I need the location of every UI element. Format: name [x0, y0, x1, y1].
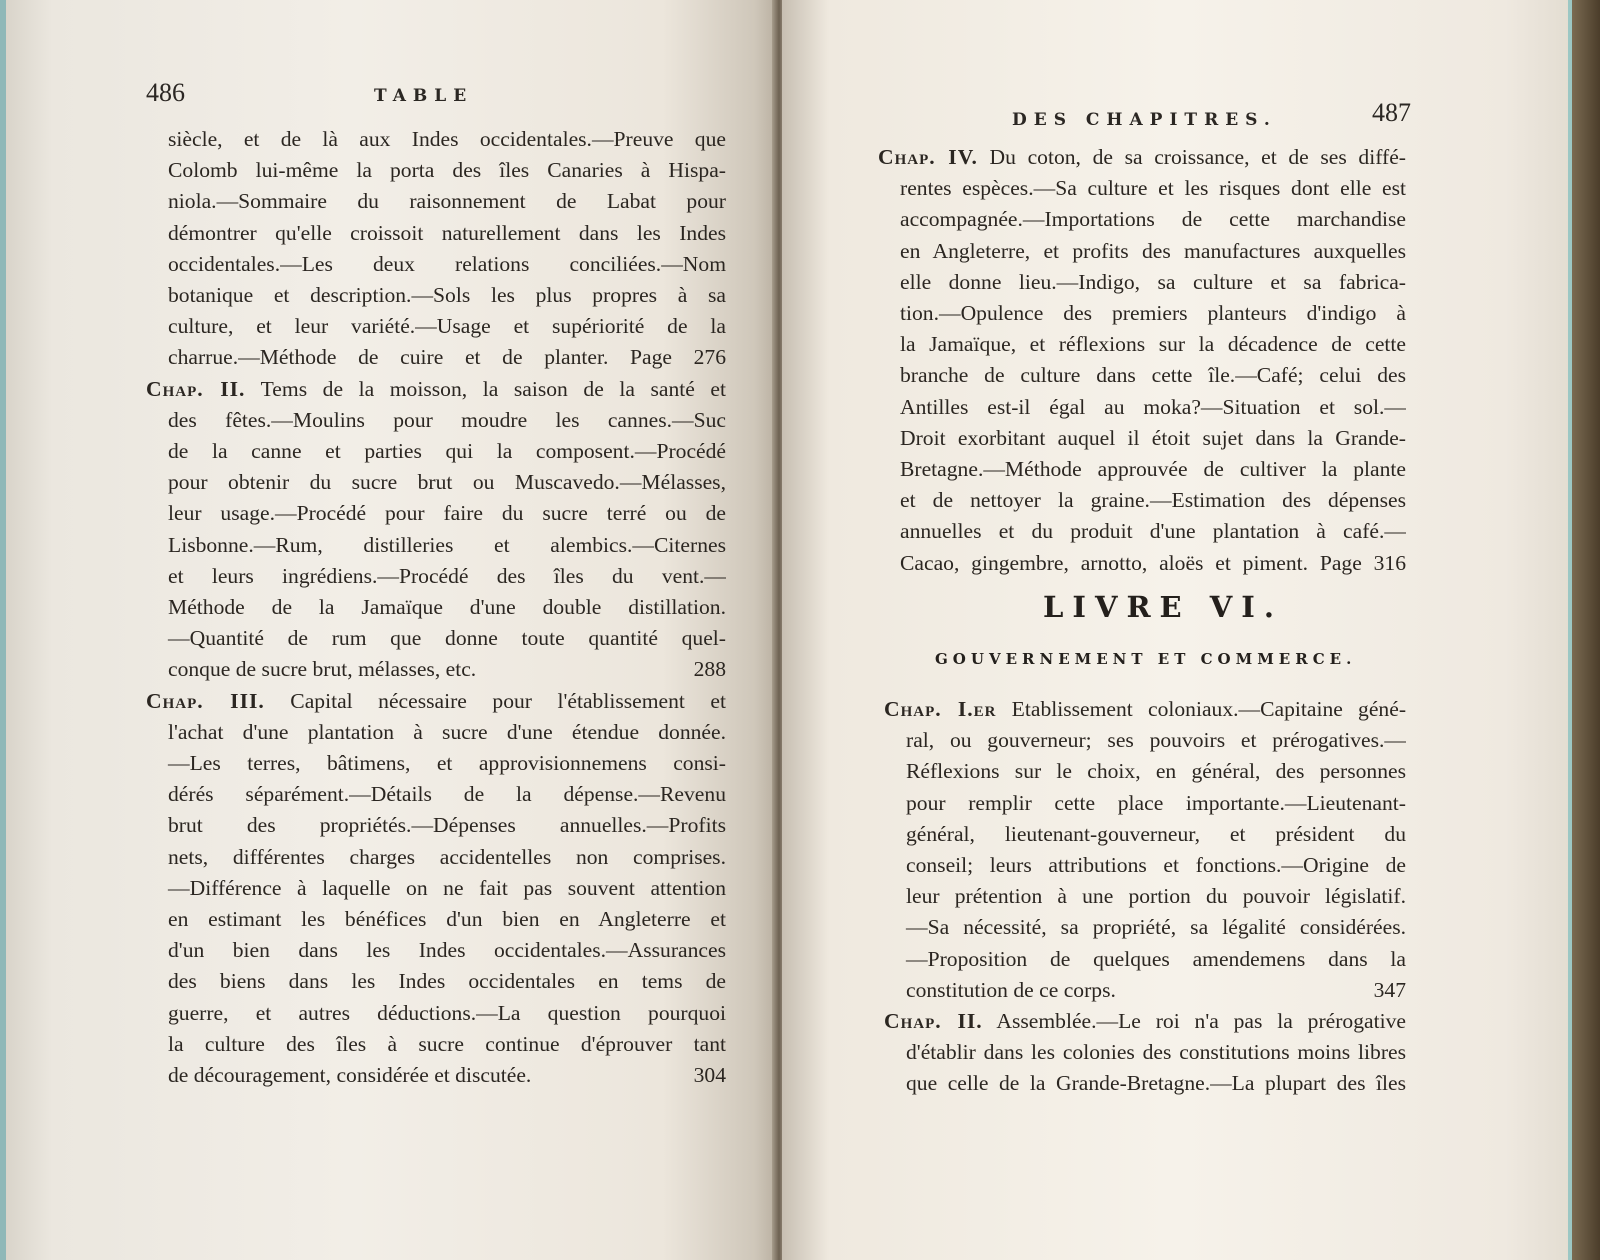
toc-line: botanique et description.—Sols les plus propres à sa [168, 283, 726, 308]
toc-line: Méthode de la Jamaïque d'une double distillation. [168, 595, 726, 620]
toc-line: général, lieutenant-gouverneur, et président du [906, 821, 1406, 846]
toc-entry-livre6-chap-1 [884, 694, 1406, 1006]
right-toc-text-bottom [884, 694, 1406, 1100]
toc-line: occidentales.—Les deux relations conciliées.—Nom [168, 251, 726, 276]
toc-line: accompagnée.—Importations de cette marchandise [900, 207, 1406, 232]
toc-line: en Angleterre, et profits des manufactures auxquelles [900, 238, 1406, 263]
toc-line: et leurs ingrédiens.—Procédé des îles du vent.— [168, 563, 726, 588]
right-toc-text-top [878, 142, 1406, 579]
toc-line: niola.—Sommaire du raisonnement de Labat pour [168, 189, 726, 214]
right-page-number: 487 [1372, 98, 1411, 127]
left-running-head: TABLE [374, 86, 474, 106]
left-toc-text [146, 124, 726, 1091]
toc-line: conque de sucre brut, mélasses, etc. [168, 657, 477, 682]
toc-entry-chap-4 [878, 142, 1406, 579]
toc-line: Lisbonne.—Rum, distilleries et alembics.—Citernes [168, 532, 726, 557]
book-six-subtitle: GOUVERNEMENT ET COMMERCE. [935, 650, 1357, 668]
toc-entry [146, 124, 726, 374]
toc-line: des biens dans les Indes occidentales en tems de [168, 969, 726, 994]
toc-line: constitution de ce corps. [906, 977, 1116, 1002]
toc-line: charrue.—Méthode de cuire et de planter. Page 276 [168, 345, 726, 370]
chapter-label: Chap. IV. [878, 145, 978, 169]
left-page [0, 0, 778, 1260]
toc-line: d'établir dans les colonies des constitutions moins libres [906, 1040, 1406, 1065]
toc-line: d'un bien dans les Indes occidentales.—Assurances [168, 938, 726, 963]
toc-line: Bretagne.—Méthode approuvée de cultiver la plante [900, 457, 1406, 482]
toc-line: démontrer qu'elle croissoit naturellement dans les Indes [168, 220, 726, 245]
toc-line: branche de culture dans cette île.—Café; celui des [900, 363, 1406, 388]
toc-line: la culture des îles à sucre continue d'éprouver tant [168, 1031, 726, 1056]
toc-line: leur prétention à une portion du pouvoir législatif. [906, 884, 1406, 909]
toc-entry-livre6-chap-2 [884, 1006, 1406, 1100]
toc-line: des fêtes.—Moulins pour moudre les cannes.—Suc [168, 407, 726, 432]
toc-line: Etablissement coloniaux.—Capitaine géné- [1011, 697, 1406, 721]
chapter-label: Chap. II. [884, 1009, 983, 1034]
toc-line: tion.—Opulence des premiers planteurs d'indigo à [900, 301, 1406, 326]
toc-line: Capital nécessaire pour l'établissement et [290, 688, 726, 713]
toc-line: —Sa nécessité, sa propriété, sa légalité considérées. [906, 915, 1406, 940]
toc-line: —Proposition de quelques amendemens dans la [906, 946, 1406, 971]
toc-entry-chap-3 [146, 686, 726, 1092]
toc-line: Cacao, gingembre, arnotto, aloës et piment. Page 316 [900, 550, 1406, 575]
toc-line: brut des propriétés.—Dépenses annuelles.—Profits [168, 813, 726, 838]
book-six-title: LIVRE VI. [1043, 590, 1283, 624]
toc-line: Tems de la moisson, la saison de la santé et [260, 376, 726, 401]
toc-line: que celle de la Grande-Bretagne.—La plupart des îles [906, 1071, 1406, 1096]
toc-line: Assemblée.—Le roi n'a pas la prérogative [996, 1009, 1406, 1034]
toc-line: annuelles et du produit d'une plantation à café.— [900, 519, 1406, 544]
toc-line: elle donne lieu.—Indigo, sa culture et sa fabrica- [900, 269, 1406, 294]
chapter-label: Chap. I.er [884, 697, 997, 721]
right-running-head: DES CHAPITRES. [1012, 110, 1277, 130]
toc-entry-chap-2 [146, 374, 726, 686]
page-reference: 304 [693, 1063, 726, 1088]
toc-line: leur usage.—Procédé pour faire du sucre terré ou de [168, 501, 726, 526]
toc-line: —Différence à laquelle on ne fait pas souvent attention [168, 875, 726, 900]
toc-line: —Les terres, bâtimens, et approvisionnemens consi- [168, 751, 726, 776]
chapter-label: Chap. III. [146, 688, 265, 713]
toc-line: Réflexions sur le choix, en général, des personnes [906, 759, 1406, 784]
left-page-number: 486 [146, 78, 185, 107]
toc-line: Colomb lui-même la porta des îles Canaries à Hispa- [168, 158, 726, 183]
toc-line: ral, ou gouverneur; ses pouvoirs et prérogatives.— [906, 728, 1406, 753]
toc-line: et de nettoyer la graine.—Estimation des dépenses [900, 488, 1406, 513]
toc-line: nets, différentes charges accidentelles non comprises. [168, 844, 726, 869]
page-reference: 347 [1373, 977, 1406, 1002]
toc-line: pour obtenir du sucre brut ou Muscavedo.—Mélasses, [168, 470, 726, 495]
chapter-label: Chap. II. [146, 376, 246, 401]
right-page [782, 0, 1572, 1260]
toc-line: dérés séparément.—Détails de la dépense.—Revenu [168, 782, 726, 807]
toc-line: rentes espèces.—Sa culture et les risques dont elle est [900, 176, 1406, 201]
toc-line: pour remplir cette place importante.—Lieutenant- [906, 790, 1406, 815]
toc-line: Du coton, de sa croissance, et de ses diffé- [989, 145, 1406, 169]
toc-line: la Jamaïque, et réflexions sur la décadence de cette [900, 332, 1406, 357]
toc-line: l'achat d'une plantation à sucre d'une étendue donnée. [168, 719, 726, 744]
toc-line: siècle, et de là aux Indes occidentales.—Preuve que [168, 127, 726, 151]
toc-line: Droit exorbitant auquel il étoit sujet dans la Grande- [900, 425, 1406, 450]
page-reference: 288 [693, 657, 726, 682]
toc-line: de découragement, considérée et discutée. [168, 1063, 532, 1088]
toc-line: —Quantité de rum que donne toute quantité quel- [168, 626, 726, 651]
toc-line: guerre, et autres déductions.—La question pourquoi [168, 1000, 726, 1025]
book-edge-right [1572, 0, 1600, 1260]
toc-line: en estimant les bénéfices d'un bien en Angleterre et [168, 907, 726, 932]
toc-line: Antilles est-il égal au moka?—Situation et sol.— [900, 394, 1406, 419]
toc-line: conseil; leurs attributions et fonctions.—Origine de [906, 853, 1406, 878]
toc-line: de la canne et parties qui la composent.—Procédé [168, 439, 726, 464]
toc-line: culture, et leur variété.—Usage et supériorité de la [168, 314, 726, 339]
